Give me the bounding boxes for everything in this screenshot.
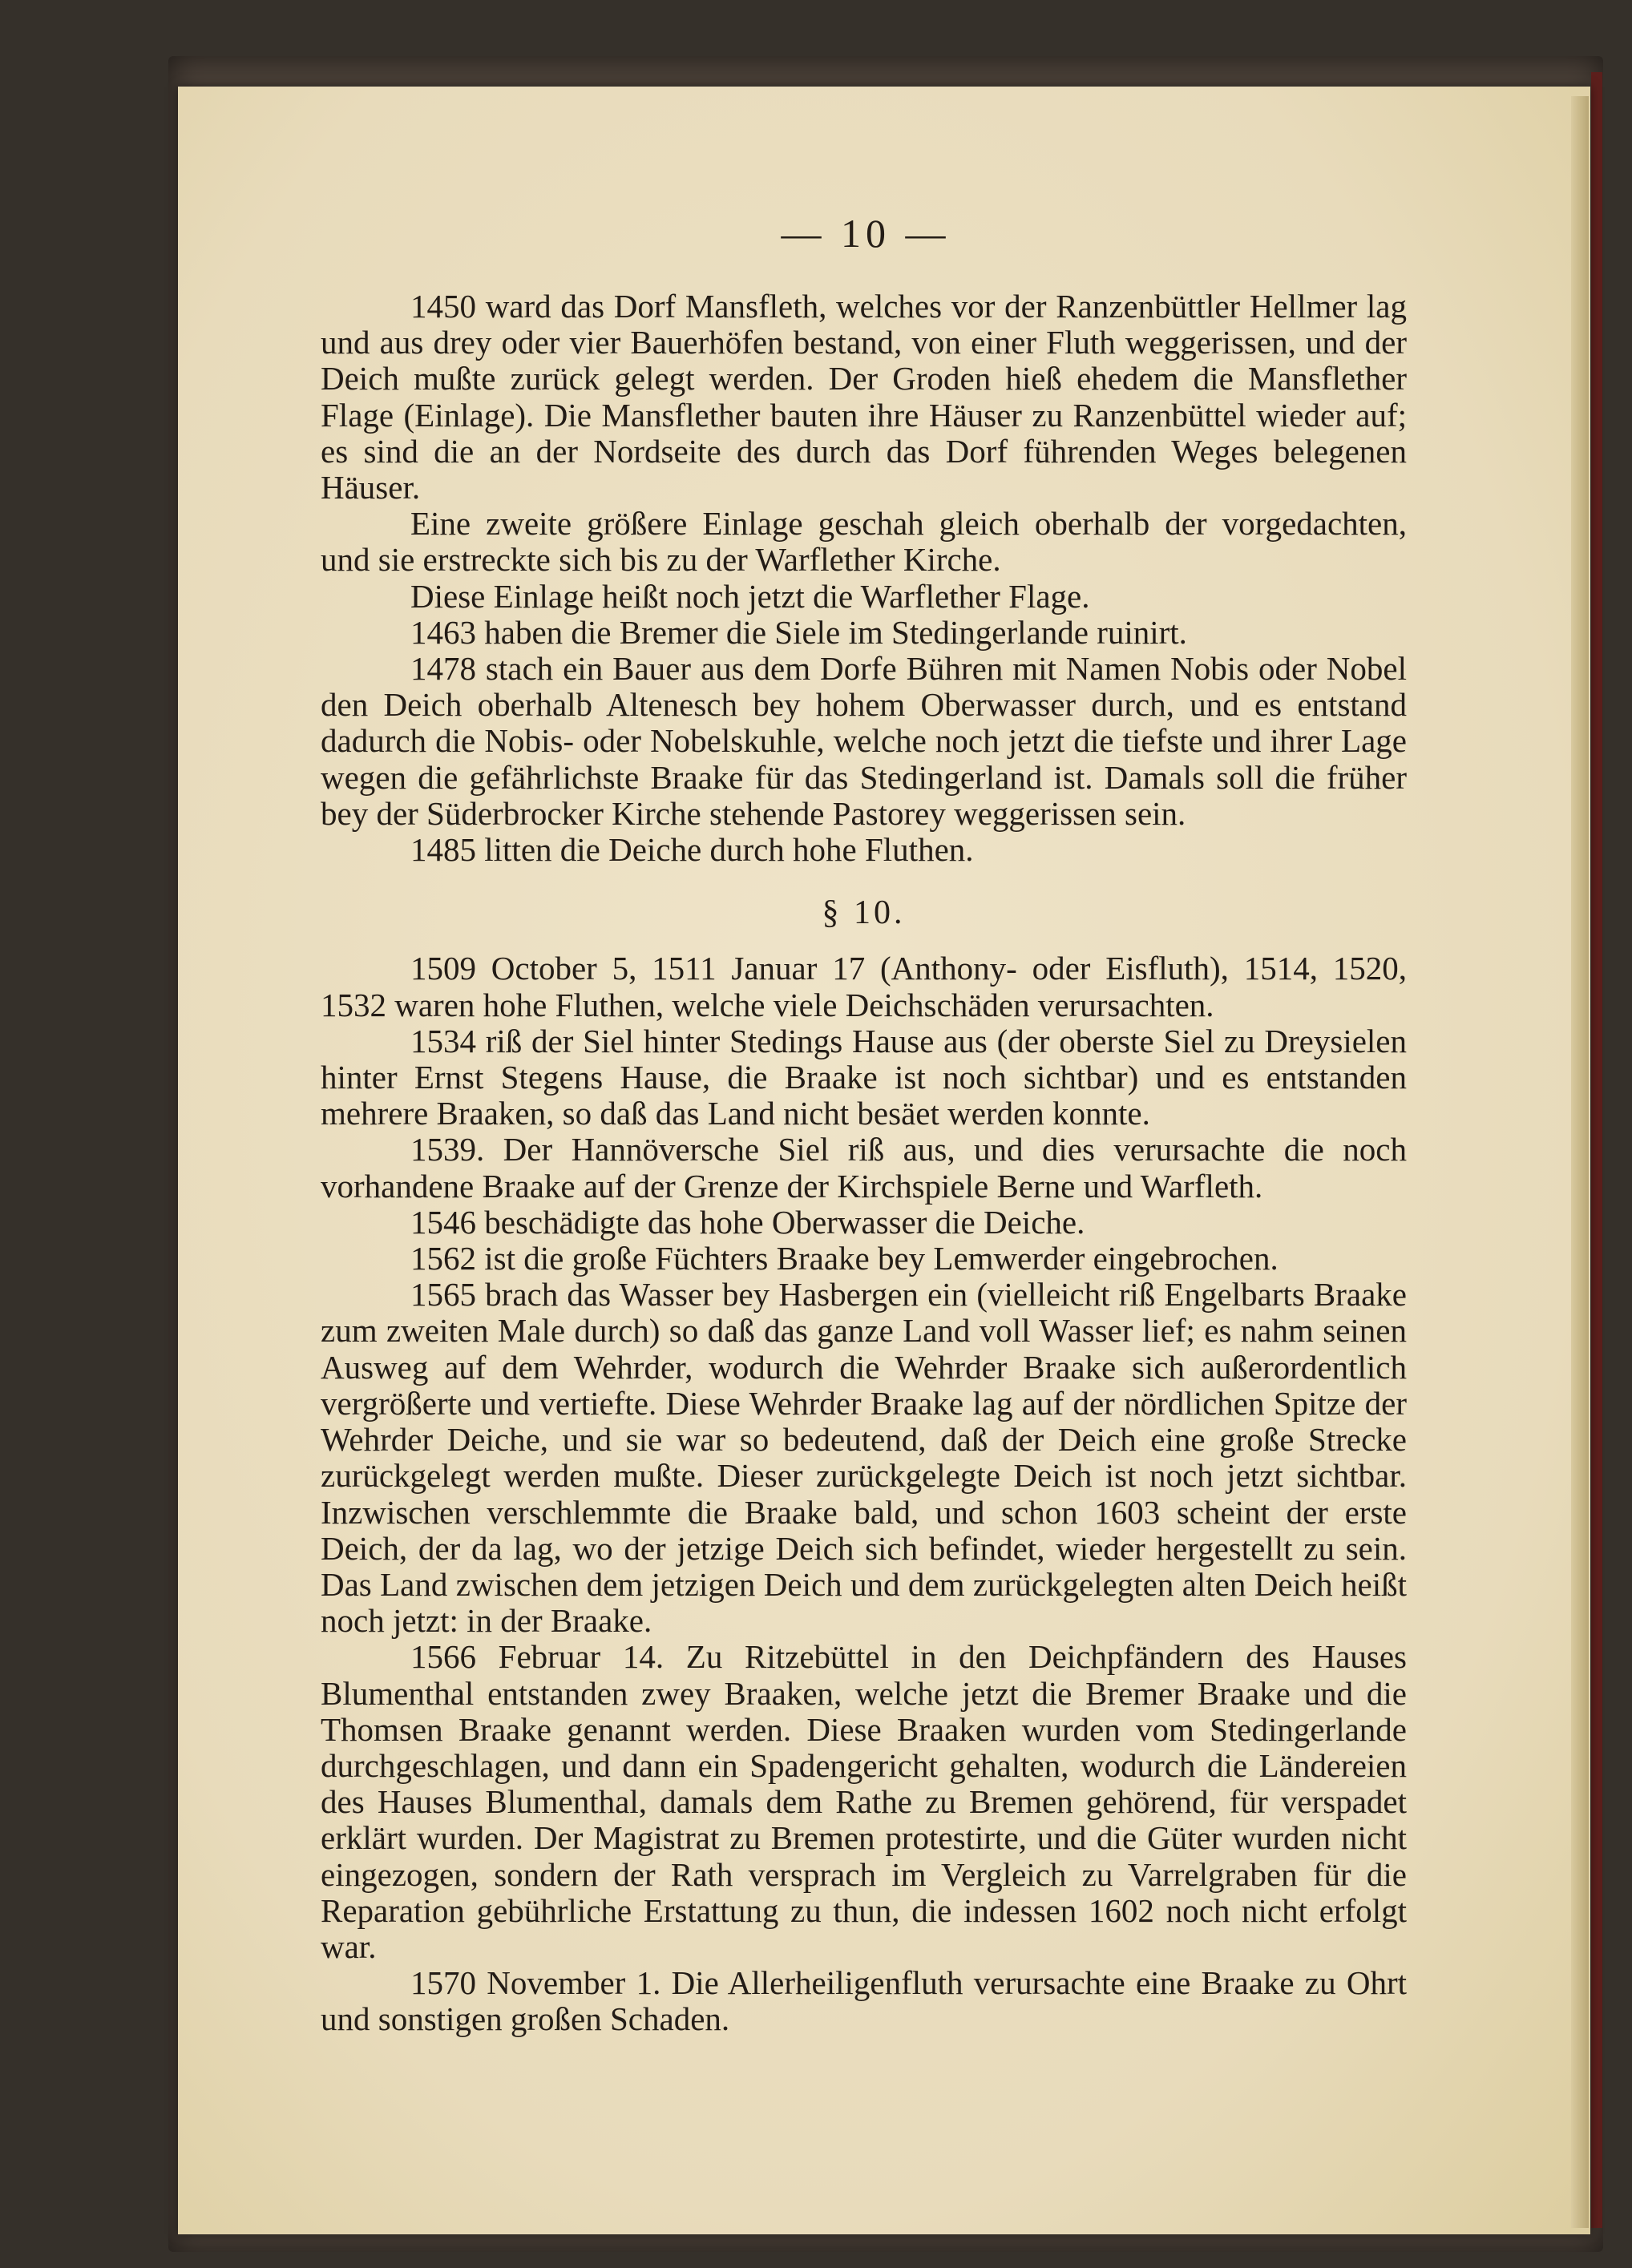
- paragraph: Diese Einlage heißt noch jetzt die Warflether Flage.: [410, 577, 1090, 615]
- paragraph: Eine zweite größere Einlage geschah gleich oberhalb der vorgedachten, und sie erstreckte sich bis zu der Warflether Kirche.: [321, 505, 1407, 579]
- paragraph: 1509 October 5, 1511 Januar 17 (Anthony- oder Eisfluth), 1514, 1520, 1532 waren hohe Fluthen, welche viele Deichschäden verursachten.: [321, 950, 1407, 1023]
- paragraph: 1539. Der Hannöversche Siel riß aus, und dies verursachte die noch vorhandene Braake auf der Grenze der Kirchspiele Berne und Warfleth.: [321, 1131, 1407, 1205]
- book-spine-edge: [1591, 72, 1602, 2228]
- paragraph: 1534 riß der Siel hinter Stedings Hause aus (der oberste Siel zu Dreysielen hinter Ernst Stegens Hause, die Braake ist noch sichtbar) und es entstanden mehrere Braaken, so daß das Land nicht besäet werden konnte.: [321, 1022, 1407, 1132]
- paragraph: 1562 ist die große Füchters Braake bey Lemwerder eingebrochen.: [410, 1240, 1279, 1277]
- paragraph: 1450 ward das Dorf Mansfleth, welches vor der Ranzenbüttler Hellmer lag und aus drey oder vier Bauerhöfen bestand, von einer Fluth weggerissen, und der Deich mußte zurück gelegt werden. Der Groden hieß ehedem die Mansflether Flage (Einlage). Die Mansflether bauten ihre Häuser zu Ranzenbüttel wieder auf; es sind die an der Nordseite des durch das Dorf führenden Weges belegenen Häuser.: [321, 288, 1407, 506]
- section-heading: § 10.: [822, 894, 906, 932]
- paragraph: 1485 litten die Deiche durch hohe Fluthen.: [410, 831, 974, 869]
- paragraph: 1546 beschädigte das hohe Oberwasser die Deiche.: [410, 1203, 1085, 1241]
- paragraph: 1565 brach das Wasser bey Hasbergen ein (vielleicht riß Engelbarts Braake zum zweiten Male durch) so daß das ganze Land voll Wasser lief; es nahm seinen Ausweg auf dem Wehrder, wodurch die Wehrder Braake sich außerordentlich vergrößerte und vertiefte. Diese Wehrder Braake lag auf der nördlichen Spitze der Wehrder Deiche, und sie war so bedeutend, daß der Deich eine große Strecke zurückgelegt werden mußte. Dieser zurückgelegte Deich ist noch jetzt sichtbar. Inzwischen verschlemmte die Braake bald, und schon 1603 scheint der erste Deich, der da lag, wo der jetzige Deich sich befindet, wieder hergestellt zu sein. Das Land zwischen dem jetzigen Deich und dem zurückgelegten alten Deich heißt noch jetzt: in der Braake.: [321, 1276, 1407, 1640]
- paragraph: 1463 haben die Bremer die Siele im Stedingerlande ruinirt.: [410, 613, 1187, 651]
- page-stack-edge: [1571, 96, 1589, 2228]
- page-number: — 10 —: [781, 211, 951, 256]
- paragraph: 1566 Februar 14. Zu Ritzebüttel in den Deichpfändern des Hauses Blumenthal entstanden zwey Braaken, welche jetzt die Bremer Braake und die Thomsen Braake genannt werden. Diese Braaken wurden vom Stedingerlande durchgeschlagen, und dann ein Spadengericht gehalten, wodurch die Ländereien des Hauses Blumenthal, damals dem Rathe zu Bremen gehörend, für verspadet erklärt wurden. Der Magistrat zu Bremen protestirte, und die Güter wurden nicht eingezogen, sondern der Rath versprach im Vergleich zu Varrelgraben für die Reparation gebührliche Erstattung zu thun, die indessen 1602 noch nicht erfolgt war.: [321, 1638, 1407, 1965]
- paragraph: 1570 November 1. Die Allerheiligenfluth verursachte eine Braake zu Ohrt und sonstigen großen Schaden.: [321, 1964, 1407, 2038]
- page-body: [321, 289, 1407, 2038]
- paragraph: 1478 stach ein Bauer aus dem Dorfe Bühren mit Namen Nobis oder Nobel den Deich oberhalb Altenesch bey hohem Oberwasser durch, und es entstand dadurch die Nobis- oder Nobelskuhle, welche noch jetzt die tiefste und ihrer Lage wegen die gefährlichste Braake für das Stedingerland ist. Damals soll die früher bey der Süderbrocker Kirche stehende Pastorey weggerissen sein.: [321, 650, 1407, 832]
